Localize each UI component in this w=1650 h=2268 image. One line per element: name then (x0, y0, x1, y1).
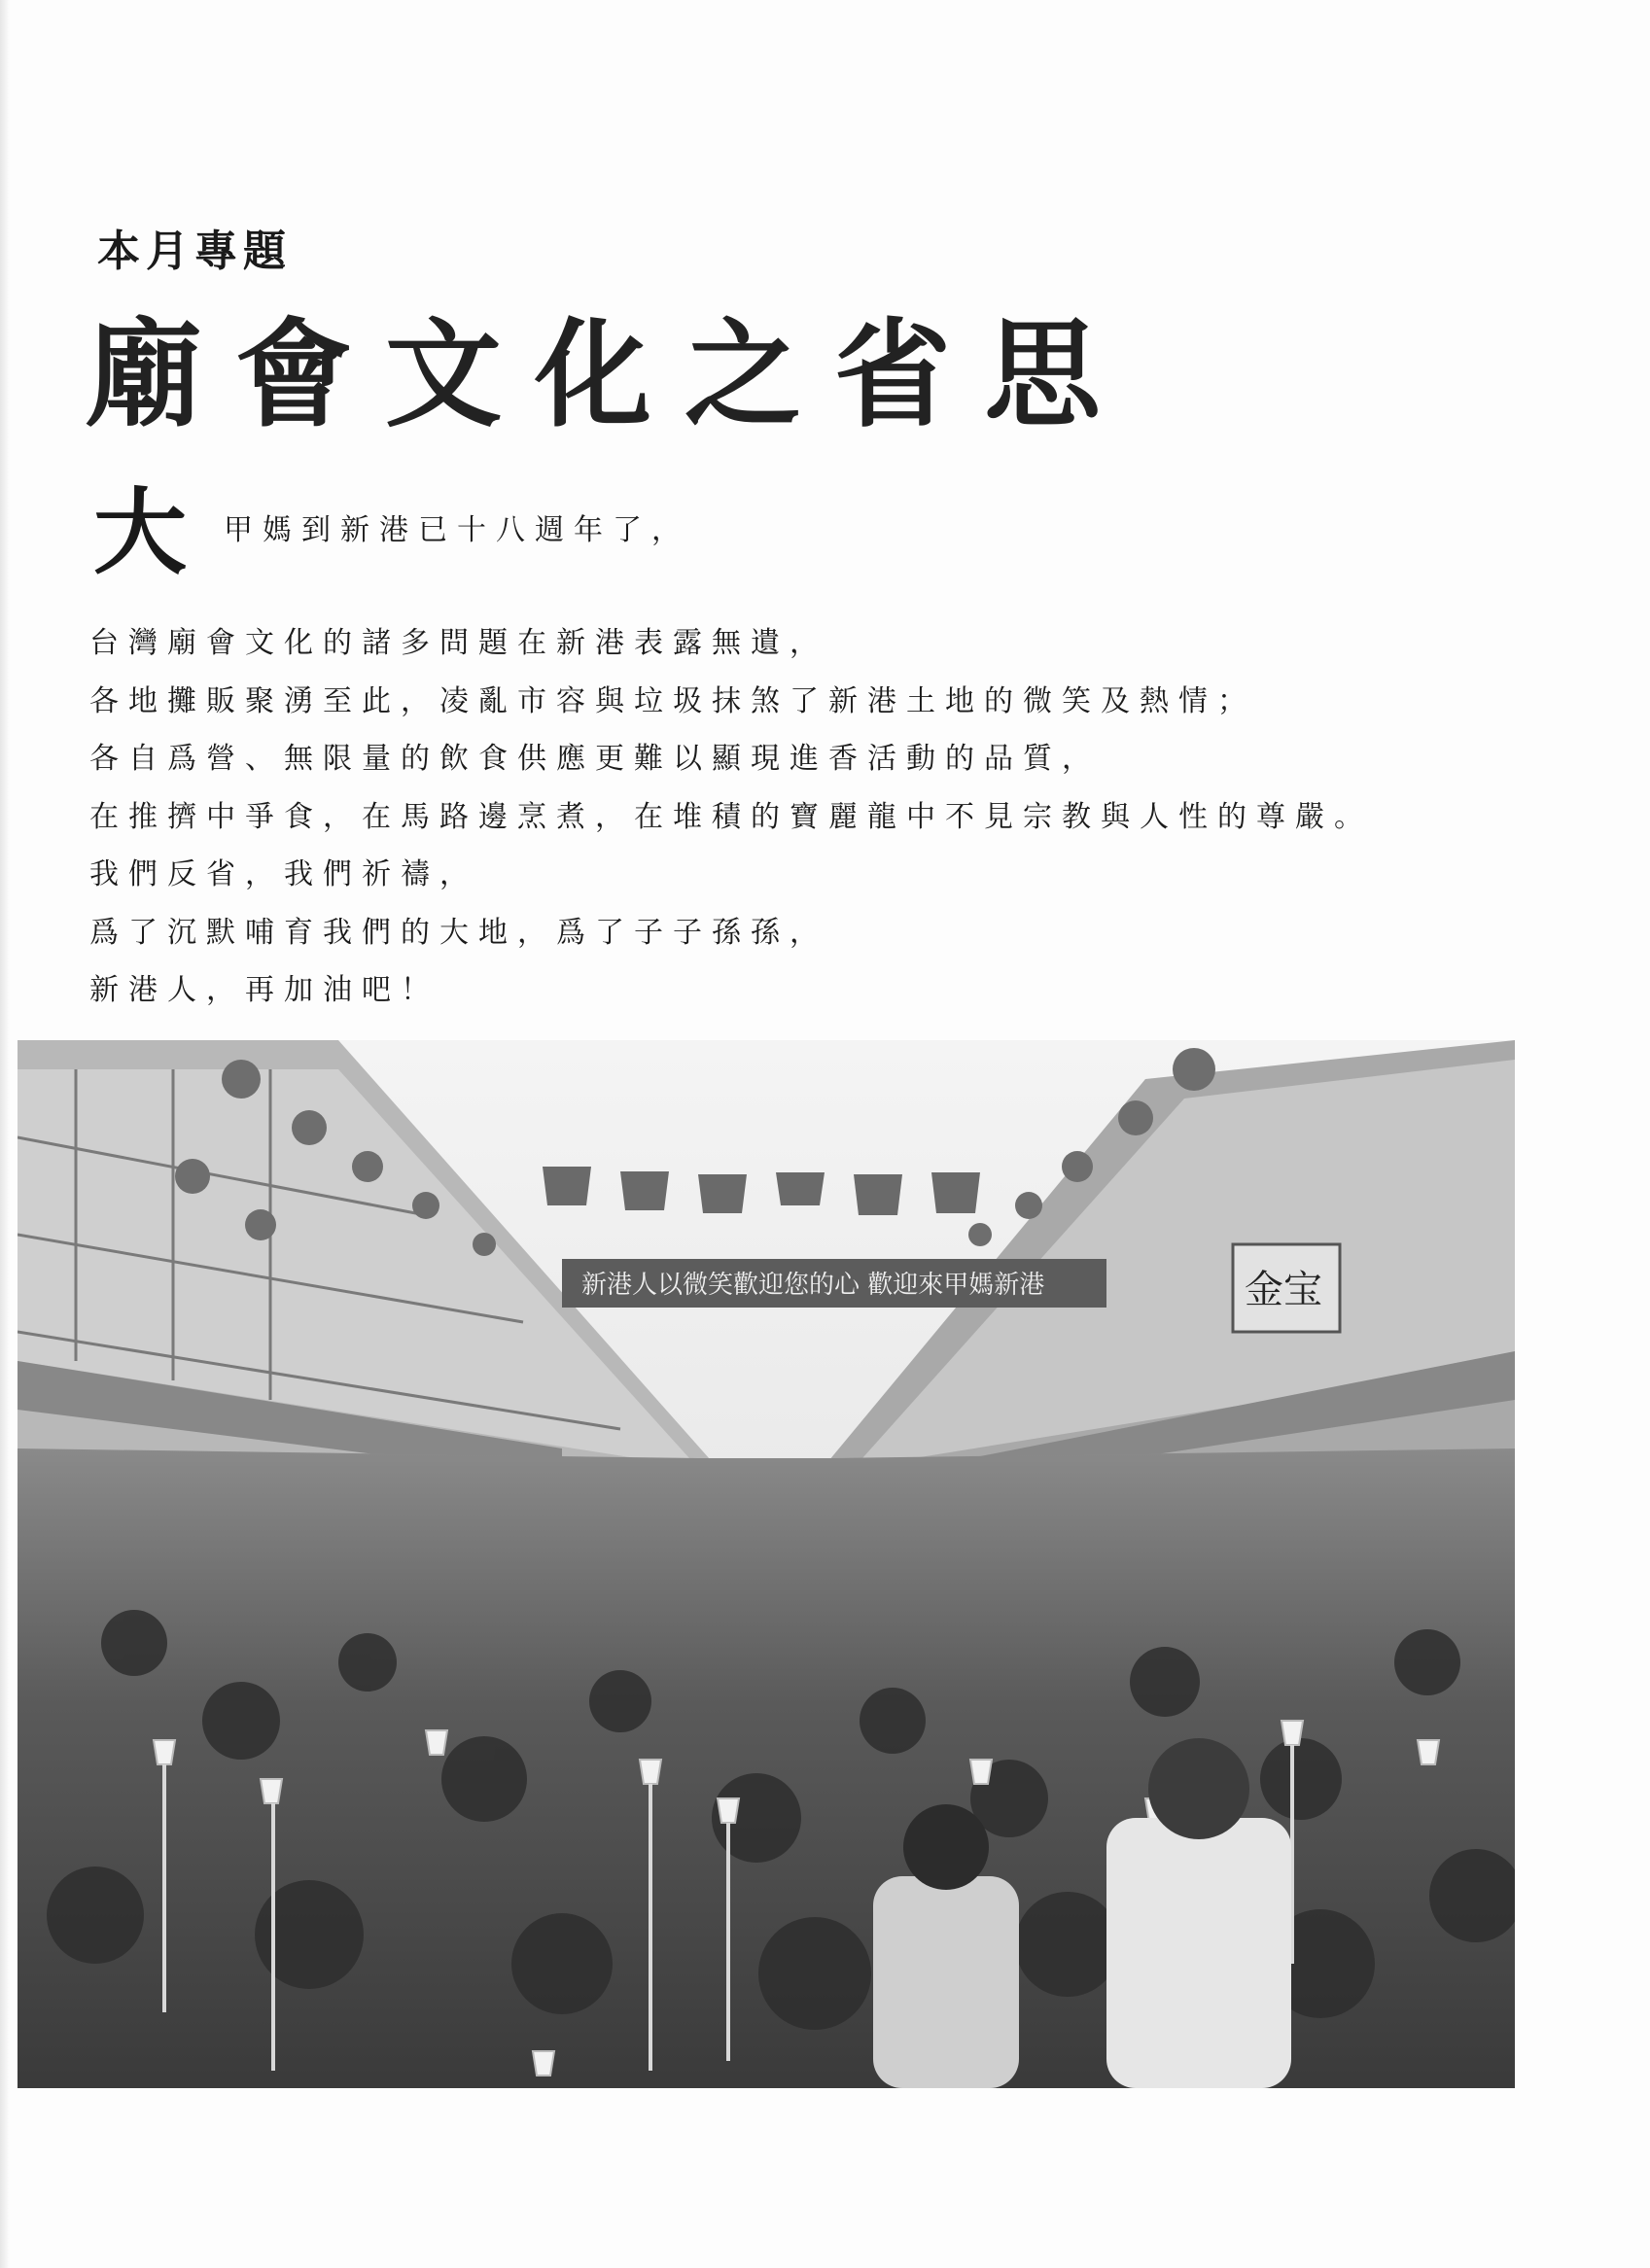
crowd-photo-illustration (18, 1040, 1515, 2088)
crowd-photo (18, 1040, 1515, 2088)
intro-first-line: 甲媽到新港已十八週年了， (224, 513, 690, 547)
section-label: 本月專題 (97, 227, 292, 276)
body-line: 在推擠中爭食，在馬路邊烹煮，在堆積的寶麗龍中不見宗教與人性的尊嚴。 (89, 799, 1373, 834)
banner-text: 新港人以微笑歡迎您的心 歡迎來甲媽新港 (581, 1271, 1045, 1300)
shop-sign: 金宝 (1245, 1268, 1322, 1312)
intro-body (89, 614, 1373, 1020)
body-line: 各地攤販聚湧至此，凌亂市容與垃圾抹煞了新港土地的微笑及熱情； (89, 683, 1256, 718)
body-line: 各自爲營、無限量的飲食供應更難以顯現進香活動的品質， (89, 742, 1101, 776)
body-line: 新港人，再加油吧！ (89, 973, 439, 1007)
body-line: 台灣廟會文化的諸多問題在新港表露無遺， (89, 626, 828, 660)
body-line: 我們反省，我們祈禱， (89, 857, 478, 891)
body-line: 爲了沉默哺育我們的大地，爲了子子孫孫， (89, 915, 828, 950)
page-title: 廟會文化之省思 (86, 308, 1134, 443)
drop-cap: 大 (93, 477, 187, 587)
page-edge-shadow (0, 0, 10, 2268)
